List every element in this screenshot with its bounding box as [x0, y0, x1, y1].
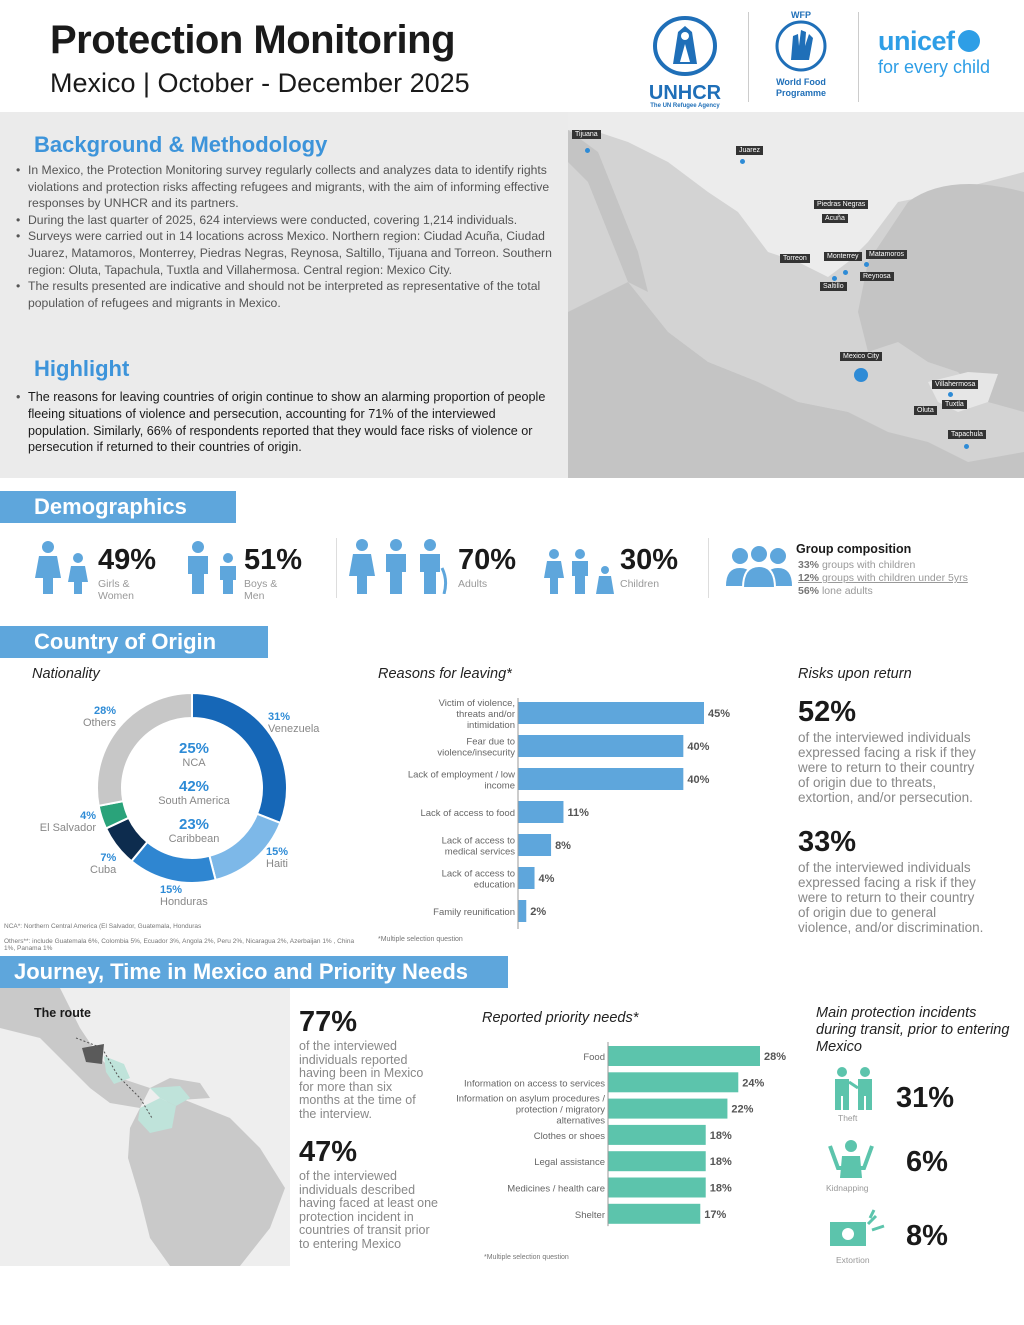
unicef-logo-tagline: for every child: [878, 57, 991, 77]
needs-bar-value: 28%: [764, 1051, 787, 1063]
incident-kidnapping-pct: 6%: [906, 1146, 948, 1178]
needs-category-label: Food: [583, 1052, 605, 1063]
stat-children-pct: 30%: [620, 544, 679, 576]
theft-icon: [832, 1066, 876, 1115]
needs-bar: [608, 1099, 727, 1119]
highlight-bullet: • The reasons for leaving countries of origin continue to show an alarming proportion of people fleeing situations of violence and persecution, accounting for 71% of the interviewed population. Similarly, 66% of respondents reported that they would face risks of violence or persecution if returned to their countries of origin.: [16, 389, 560, 456]
needs-footnote: *Multiple selection question: [484, 1254, 569, 1261]
mexico-map-graphic: [568, 112, 1024, 478]
map-label-villahermosa: Villahermosa: [932, 380, 978, 389]
map-marker-juarez: [740, 159, 745, 164]
donut-label-name: Venezuela: [268, 723, 320, 735]
route-map-graphic: [0, 988, 290, 1266]
needs-category-label: Legal assistance: [534, 1157, 605, 1169]
donut-slice-honduras: [131, 842, 215, 883]
background-bullet: • During the last quarter of 2025, 624 interviews were conducted, covering 1,214 individuals.: [16, 212, 564, 229]
reasons-title: Reasons for leaving*: [378, 666, 512, 682]
donut-label-pct: 4%: [80, 810, 96, 822]
needs-category-label: protection / migratory: [515, 1104, 605, 1116]
donut-center-pct: 42%: [178, 778, 210, 795]
kidnapping-icon: [828, 1138, 874, 1187]
stat-boys-men-pct: 51%: [244, 544, 303, 576]
reasons-bar: [518, 867, 535, 889]
reasons-bar-chart: [378, 694, 758, 934]
group-composition-line: 56% lone adults: [798, 585, 873, 597]
unhcr-logo: [640, 14, 730, 109]
donut-label-venezuela-group: [268, 711, 319, 735]
children-icon: [544, 548, 616, 599]
unicef-logo-text: unicef: [878, 26, 1008, 57]
map-label-piedras-negras: Piedras Negras: [814, 200, 868, 209]
girls-women-icon: [34, 540, 92, 599]
donut-label-name: Cuba: [90, 864, 117, 876]
page-title: Protection Monitoring: [50, 18, 456, 62]
highlight-heading: Highlight: [34, 356, 130, 381]
background-bullets: [16, 162, 564, 311]
group-composition-title: Group composition: [796, 542, 912, 556]
group-composition-line: 12% groups with children under 5yrs: [798, 572, 968, 584]
reasons-bar: [518, 702, 704, 724]
reasons-bar-value: 2%: [530, 906, 547, 918]
incident-extortion-label: Extortion: [836, 1255, 870, 1265]
map-marker-tapachula: [964, 444, 969, 449]
map-marker-mexico-city: [854, 368, 868, 382]
route-title: The route: [34, 1006, 91, 1020]
donut-center-pct: 23%: [178, 816, 210, 833]
wfp-logo-name-2: Programme: [775, 88, 827, 98]
needs-category-label: Medicines / health care: [507, 1183, 605, 1195]
reasons-category-label: Fear due to: [466, 736, 515, 748]
demographics-divider: [336, 538, 337, 598]
map-label-tapachula: Tapachula: [948, 430, 986, 439]
reasons-category-label: Lack of access to food: [420, 808, 515, 819]
map-marker-reynosa: [864, 262, 869, 267]
needs-bar: [608, 1151, 706, 1171]
map-marker-monterrey: [843, 270, 848, 275]
reasons-category-label: violence/insecurity: [437, 747, 515, 759]
reasons-bar: [518, 801, 563, 823]
donut-center-label: NCA: [182, 757, 206, 769]
donut-label-haiti-group: [266, 846, 288, 870]
needs-bar: [608, 1125, 706, 1145]
reasons-category-label: Family reunification: [433, 907, 515, 918]
risk-violence-pct: 33%: [798, 826, 857, 858]
donut-label-name: Honduras: [160, 896, 208, 908]
stat-girls-women-label-1: Girls &: [98, 578, 130, 590]
reasons-category-label: Lack of employment / low: [407, 769, 515, 781]
donut-label-cuba-group: [90, 852, 116, 876]
stat-children-label: Children: [620, 578, 660, 590]
wfp-logo-name-1: World Food: [776, 77, 826, 87]
unicef-logo: [878, 26, 1008, 78]
logo-divider: [748, 12, 749, 102]
needs-title: Reported priority needs*: [482, 1010, 639, 1026]
reasons-bar-value: 8%: [555, 840, 571, 852]
extortion-icon: [828, 1208, 886, 1257]
map-label-monterrey: Monterrey: [824, 252, 862, 261]
background-heading: Background & Methodology: [34, 132, 328, 157]
needs-bar: [608, 1046, 760, 1066]
needs-category-label: Information on asylum procedures /: [456, 1093, 605, 1105]
map-label-juarez: Juarez: [736, 146, 763, 155]
donut-label-name: Haiti: [266, 858, 289, 870]
reasons-bar-value: 4%: [538, 873, 555, 885]
incident-theft-label: Theft: [838, 1113, 858, 1123]
map-label-torreon: Torreon: [780, 254, 810, 263]
mexico-map: [568, 112, 1024, 478]
needs-bar-value: 18%: [709, 1156, 732, 1169]
unhcr-logo-tagline: The UN Refugee Agency: [650, 103, 720, 109]
group-composition-line: 33% groups with children: [798, 559, 916, 571]
needs-bar-value: 18%: [709, 1182, 732, 1195]
map-label-reynosa: Reynosa: [860, 272, 894, 281]
risks-title: Risks upon return: [798, 666, 912, 682]
stat-adults-label: Adults: [458, 578, 488, 590]
reasons-bar: [518, 834, 551, 856]
stat-boys-men-label-2: Men: [244, 590, 265, 602]
stat-girls-women-pct: 49%: [98, 544, 157, 576]
unicef-globe-icon: [958, 30, 980, 52]
map-label-saltillo: Saltillo: [820, 282, 847, 291]
reasons-bar: [518, 735, 683, 757]
unhcr-emblem-icon: [640, 14, 730, 78]
reasons-bar: [518, 900, 526, 922]
reasons-category-label: education: [473, 879, 515, 891]
nca-footnote: NCA*: Northern Central America (El Salvador, Guatemala, Honduras: [4, 923, 202, 930]
group-composition-icon: [726, 544, 792, 593]
demographics-divider-2: [708, 538, 709, 598]
stat-boys-men-label-1: Boys &: [244, 578, 278, 590]
map-marker-villahermosa: [948, 392, 953, 397]
months-in-mexico-pct: 77%: [299, 1006, 358, 1038]
risk-threats-text: of the interviewed individuals expressed facing a risk if they were to return to their country of origin due to threats, extortion, and/or persecution.: [798, 730, 976, 805]
adults-icon: [348, 538, 452, 599]
unhcr-logo-text: UNHCR: [648, 82, 722, 104]
donut-center-caribbean: [150, 816, 238, 845]
nationality-title: Nationality: [32, 666, 100, 682]
country-of-origin-band: Country of Origin: [0, 626, 268, 658]
wfp-logo-acronym: WFP: [791, 10, 811, 20]
needs-bar: [608, 1204, 700, 1224]
needs-bar-value: 22%: [731, 1103, 754, 1116]
reasons-bar: [518, 768, 683, 790]
stat-girls-women-label-2: Women: [98, 590, 134, 602]
background-bullet: • In Mexico, the Protection Monitoring survey regularly collects and analyzes data to identify rights violations and protection risks affecting refugees and migrants, with the aim of informing effective responses by UNHCR and its partners.: [16, 162, 564, 212]
demographics-band: Demographics: [0, 491, 236, 523]
donut-center-nca: [162, 740, 226, 769]
highlight-bullets: [16, 389, 560, 456]
incident-kidnapping-label: Kidnapping: [826, 1183, 869, 1193]
donut-label-name: El Salvador: [39, 822, 96, 834]
wfp-logo: [765, 10, 837, 102]
background-bullet: • The results presented are indicative and should not be interpreted as representative of the total population of refugees and migrants in Mexico.: [16, 278, 564, 311]
map-label-mexico-city: Mexico City: [840, 352, 882, 361]
wfp-emblem-icon: [765, 20, 837, 72]
donut-label-pct: 31%: [268, 711, 291, 723]
needs-bar-value: 17%: [704, 1208, 727, 1221]
map-label-acuna: Acuña: [822, 214, 848, 223]
map-marker-saltillo: [832, 276, 837, 281]
reasons-category-label: income: [484, 780, 515, 792]
needs-category-label: Shelter: [574, 1209, 605, 1221]
reasons-category-label: Victim of violence,: [438, 698, 515, 709]
incidents-title: Main protection incidents during transit, prior to entering Mexico: [816, 1005, 1010, 1055]
needs-bar-chart: [450, 1038, 796, 1232]
stat-adults-pct: 70%: [458, 544, 517, 576]
others-footnote: Others**: include Guatemala 6%, Colombia 5%, Ecuador 3%, Angola 2%, Peru 2%, Nicaragua 2%, Azerbaijan 1% , China 1%, Panama 1%: [4, 938, 355, 952]
donut-center-south-america: [140, 778, 248, 807]
logo-divider-2: [858, 12, 859, 102]
reasons-footnote: *Multiple selection question: [378, 936, 463, 943]
map-label-matamoros: Matamoros: [866, 250, 907, 259]
needs-category-label: Clothes or shoes: [533, 1130, 605, 1142]
donut-label-el-salvador-group: [34, 810, 96, 834]
transit-incident-pct: 47%: [299, 1136, 358, 1168]
donut-label-others-group: [68, 705, 116, 729]
needs-bar-value: 18%: [709, 1129, 732, 1142]
donut-label-pct: 7%: [100, 852, 117, 864]
donut-label-name: Others: [82, 717, 116, 729]
months-in-mexico-text: of the interviewed individuals reported having been in Mexico for more than six months at the time of the interview.: [299, 1039, 424, 1121]
incident-theft-pct: 31%: [896, 1082, 955, 1114]
page-subtitle: Mexico | October - December 2025: [50, 68, 470, 98]
reasons-category-label: threats and/or: [456, 709, 515, 720]
map-label-tijuana: Tijuana: [572, 130, 601, 139]
risk-violence-text: of the interviewed individuals expressed facing a risk if they were to return to their country of origin due to general violence, and/or discrimination.: [798, 860, 984, 935]
journey-band: Journey, Time in Mexico and Priority Needs: [0, 956, 508, 988]
background-bullet: • Surveys were carried out in 14 locations across Mexico. Northern region: Ciudad Acuña, Ciudad Juarez, Matamoros, Monterrey, Piedras Negras, Reynosa, Saltillo, Tijuana and Torreon. Southern region: Oluta, Tapachula, Tuxtla and Villahermosa. Central region: Mexico City.: [16, 228, 564, 278]
incident-extortion-pct: 8%: [906, 1220, 948, 1252]
needs-bar: [608, 1178, 706, 1198]
needs-category-label: Information on access to services: [464, 1078, 605, 1090]
reasons-bar-svg: [378, 694, 758, 934]
reasons-bar-value: 11%: [567, 807, 589, 819]
reasons-bar-value: 40%: [687, 774, 710, 786]
needs-bar: [608, 1072, 738, 1092]
map-label-oluta: Oluta: [914, 406, 937, 415]
reasons-bar-value: 45%: [708, 708, 731, 720]
route-map: [0, 988, 290, 1266]
needs-bar-svg: [450, 1038, 796, 1232]
donut-label-pct: 15%: [266, 846, 289, 858]
reasons-category-label: Lack of access to: [441, 868, 515, 880]
map-label-tuxtla: Tuxtla: [942, 400, 967, 409]
risk-threats-pct: 52%: [798, 696, 857, 728]
donut-label-honduras-group: [160, 884, 208, 908]
donut-center-pct: 25%: [178, 740, 210, 757]
needs-bar-value: 24%: [742, 1077, 765, 1090]
donut-label-pct: 15%: [160, 884, 183, 896]
transit-incident-text: of the interviewed individuals described having faced at least one protection incident in countries of transit prior to entering Mexico: [299, 1169, 438, 1251]
reasons-category-label: medical services: [444, 846, 515, 858]
donut-label-pct: 28%: [93, 705, 116, 717]
donut-center-label: South America: [158, 795, 230, 807]
boys-men-icon: [184, 540, 242, 599]
reasons-bar-value: 40%: [687, 741, 710, 753]
needs-category-label: alternatives: [556, 1115, 605, 1127]
reasons-category-label: intimidation: [466, 720, 515, 731]
donut-center-label: Caribbean: [168, 833, 220, 845]
reasons-category-label: Lack of access to: [441, 835, 515, 847]
map-marker-tijuana: [585, 148, 590, 153]
